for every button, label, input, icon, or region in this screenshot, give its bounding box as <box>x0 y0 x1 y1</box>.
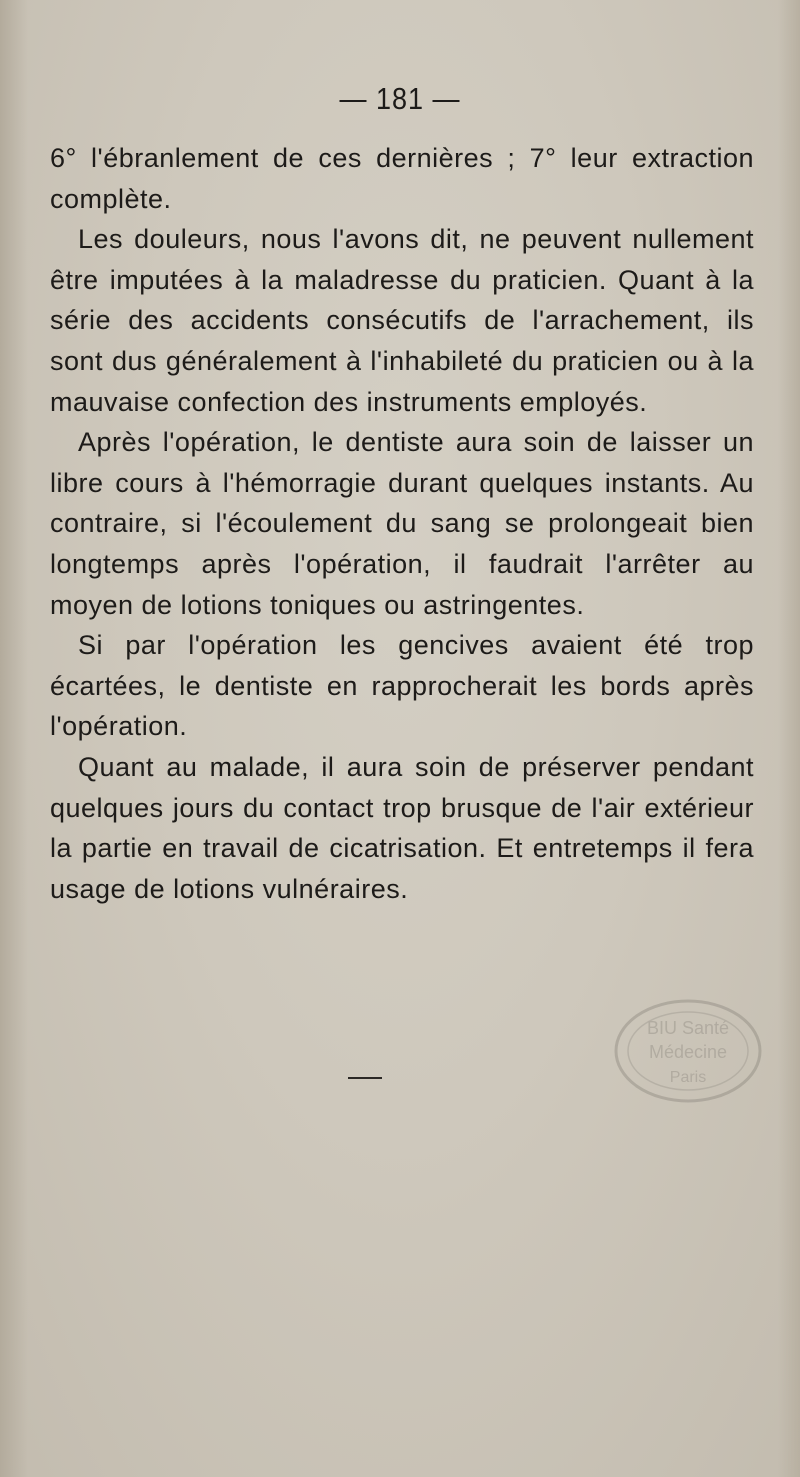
end-rule <box>348 1077 382 1079</box>
stamp-line-2: Médecine <box>648 1042 728 1062</box>
library-stamp-icon <box>612 996 764 1106</box>
paragraph-1: 6° l'ébranlement de ces dernières ; 7° leur extraction complète. <box>50 143 754 214</box>
paragraph-3: Après l'opération, le dentiste aura soin de laisser un libre cours à l'hémorragie durant quelques instants. Au contraire, si l'écoulement du sang se prolongeait bien longtemps après l'opération, il faudrait l'arrêter au moyen de lotions toniques ou astringentes. <box>50 427 754 620</box>
body-text <box>50 138 754 909</box>
stamp-line-3: Paris <box>669 1069 707 1086</box>
paragraph-5: Quant au malade, il aura soin de préserver pendant quelques jours du contact trop brusque de l'air extérieur la partie en travail de cicatrisation. Et entretemps il fera usage de lotions vulnéraires. <box>50 751 754 904</box>
stamp-line-1: BIU Santé <box>646 1018 730 1038</box>
paragraph-2: Les douleurs, nous l'avons dit, ne peuvent nullement être imputées à la maladresse du praticien. Quant à la série des accidents consécutifs de l'arrachement, ils sont dus généralement à l'inhabileté du praticien ou à la mauvaise confection des instruments employés. <box>50 224 754 417</box>
paragraph-4: Si par l'opération les gencives avaient été trop écartées, le dentiste en rapprocherait les bords après l'opération. <box>50 630 754 742</box>
page-number-header: — 181 — <box>339 82 461 116</box>
page-shadow-right <box>778 0 800 1477</box>
page-shadow-left <box>0 0 28 1477</box>
